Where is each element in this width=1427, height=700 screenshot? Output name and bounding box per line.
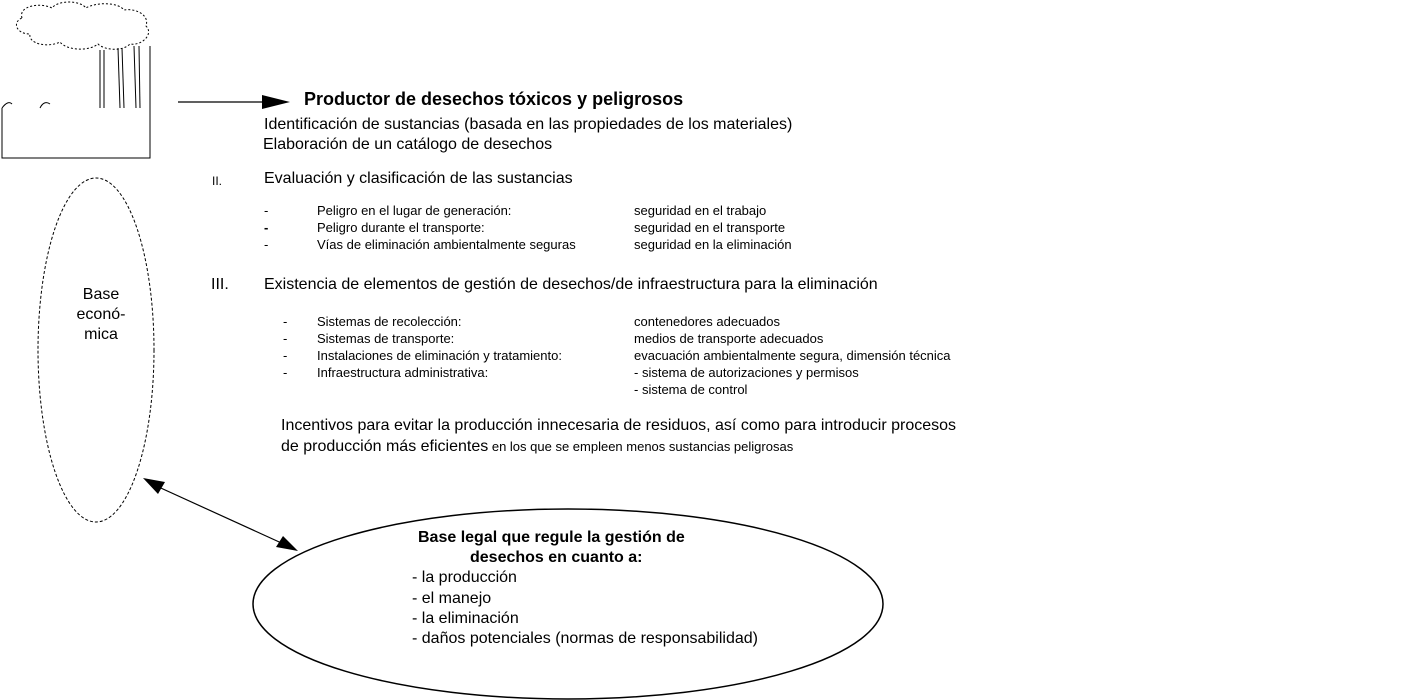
- legal-base-title-2: desechos en cuanto a:: [470, 549, 643, 566]
- list-item-value: seguridad en la eliminación: [634, 237, 792, 252]
- list-item-dash: -: [283, 314, 288, 329]
- economic-base-line-3: mica: [84, 326, 118, 343]
- producer-title: Productor de desechos tóxicos y peligrosos: [304, 89, 684, 109]
- list-item-value: contenedores adecuados: [634, 314, 781, 329]
- list-item-label: Peligro en el lugar de generación:: [317, 203, 512, 218]
- section2-numeral: II.: [212, 174, 223, 188]
- economic-base-line-1: Base: [82, 286, 120, 303]
- legal-base-item: - la producción: [412, 569, 517, 586]
- list-item-label: Instalaciones de eliminación y tratamiento:: [317, 348, 562, 363]
- producer-line-2: Elaboración de un catálogo de desechos: [263, 136, 553, 153]
- economic-base-ellipse: [38, 178, 154, 522]
- legal-base-title-1: Base legal que regule la gestión de: [418, 529, 685, 546]
- incentives-line-1: Incentivos para evitar la producción innecesaria de residuos, así como para introducir procesos: [281, 417, 957, 434]
- legal-base-item: - la eliminación: [412, 610, 519, 627]
- list-item-label: Sistemas de recolección:: [317, 314, 462, 329]
- incentives-line-2-large: de producción más eficientes: [281, 438, 489, 455]
- list-item-value: seguridad en el trabajo: [634, 203, 767, 218]
- factory-icon: [2, 2, 150, 158]
- list-item-dash: -: [283, 348, 288, 363]
- list-item-value-extra: - sistema de control: [634, 382, 748, 397]
- economic-base-label: [56, 285, 146, 345]
- list-item-label: Infraestructura administrativa:: [317, 365, 489, 380]
- list-item-label: Sistemas de transporte:: [317, 331, 455, 346]
- producer-line-1: Identificación de sustancias (basada en las propiedades de los materiales): [264, 116, 793, 133]
- section3-heading: Existencia de elementos de gestión de desechos/de infraestructura para la eliminación: [264, 276, 878, 293]
- list-item-value: seguridad en el transporte: [634, 220, 786, 235]
- section2-heading: Evaluación y clasificación de las sustancias: [264, 170, 573, 187]
- arrow-factory-to-producer: [178, 95, 290, 109]
- list-item-value: medios de transporte adecuados: [634, 331, 824, 346]
- legal-base-item: - daños potenciales (normas de responsabilidad): [412, 630, 758, 647]
- incentives-line-2-small: en los que se empleen menos sustancias peligrosas: [488, 439, 794, 454]
- list-item-dash: -: [283, 365, 288, 380]
- list-item-label: Peligro durante el transporte:: [317, 220, 485, 235]
- list-item-value: - sistema de autorizaciones y permisos: [634, 365, 859, 380]
- list-item-dash: -: [264, 203, 269, 218]
- list-item-dash: -: [283, 331, 288, 346]
- legal-base-item: - el manejo: [412, 590, 492, 607]
- economic-base-line-2: econó-: [76, 306, 126, 323]
- incentives-line-2: [281, 438, 793, 456]
- list-item-dash: -: [264, 237, 269, 252]
- list-item-label: Vías de eliminación ambientalmente seguras: [317, 237, 576, 252]
- list-item-value: evacuación ambientalmente segura, dimensión técnica: [634, 348, 951, 363]
- list-item-dash: -: [264, 220, 269, 235]
- double-arrow: [143, 478, 298, 551]
- section3-numeral: III.: [211, 276, 229, 293]
